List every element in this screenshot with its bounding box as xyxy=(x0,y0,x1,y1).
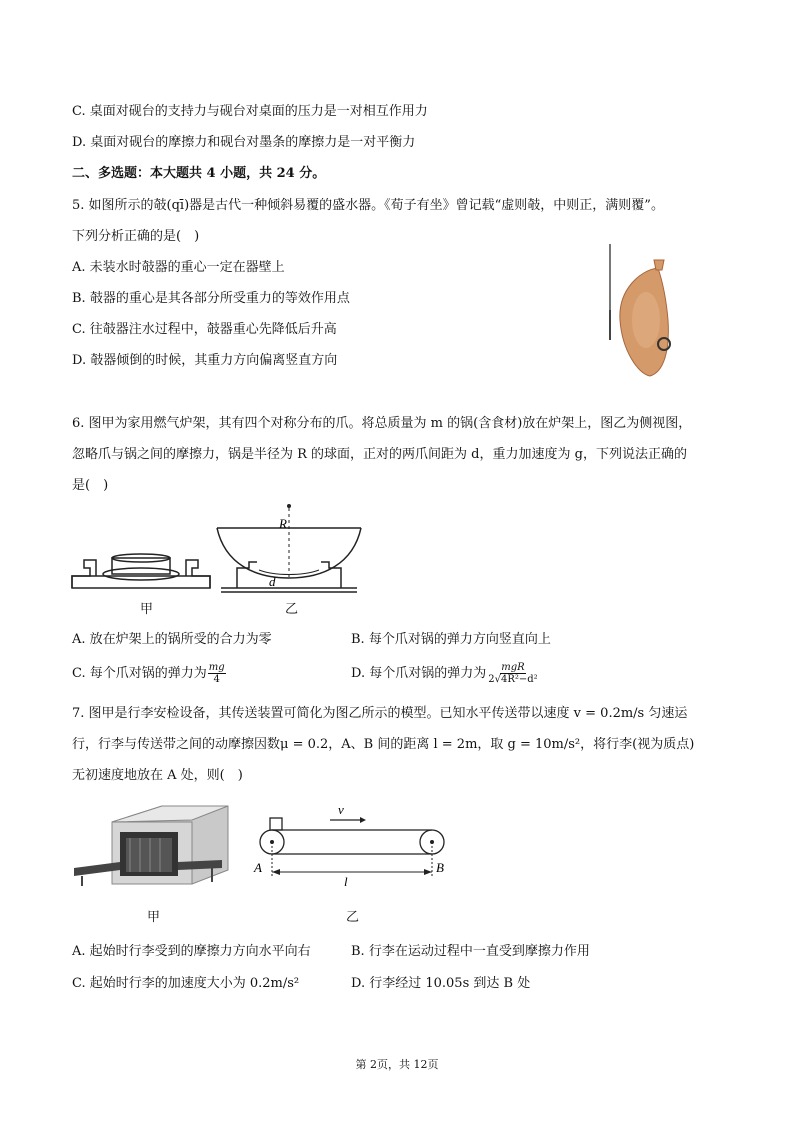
q6-option-d-text: D. 每个爪对锅的弹力为 xyxy=(351,666,487,681)
q7-option-c: C. 起始时行李的加速度大小为 0.2m/s² xyxy=(72,976,300,991)
q7-option-d: D. 行李经过 10.05s 到达 B 处 xyxy=(351,976,531,991)
q5-option-d: D. 攲器倾倒的时候，其重力方向偏离竖直方向 xyxy=(72,353,338,368)
q6-stem-line1: 6. 图甲为家用燃气炉架，其有四个对称分布的爪。将总质量为 m 的锅(含食材)放在炉架上，图乙为侧视图， xyxy=(72,416,692,431)
security-scanner-figure xyxy=(72,800,232,892)
q6-option-b: B. 每个爪对锅的弹力方向竖直向上 xyxy=(351,632,551,647)
q6-option-d-denominator: 2√4R²−d² xyxy=(488,674,538,685)
q4-option-c: C. 桌面对砚台的支持力与砚台对桌面的压力是一对相互作用力 xyxy=(72,104,428,119)
point-b-label: B xyxy=(436,860,444,875)
claw-distance-label: d xyxy=(269,574,276,589)
q6-option-d-numerator: mgR xyxy=(501,662,525,673)
q7-stem-line1: 7. 图甲是行李安检设备，其传送装置可简化为图乙所示的模型。已知水平传送带以速度 v = 0.2m/s 匀速运 xyxy=(72,706,688,721)
q6-stem-line2: 忽略爪与锅之间的摩擦力，锅是半径为 R 的球面，正对的两爪间距为 d，重力加速度为 g，下列说法正确的 xyxy=(72,447,687,462)
q6-option-c-numerator: mg xyxy=(208,662,225,673)
q7-figure-label-jia: 甲 xyxy=(147,910,161,925)
page-footer: 第 2页，共 12页 xyxy=(355,1058,439,1071)
pot-side-view-figure xyxy=(215,500,365,596)
q5-stem-line2: 下列分析正确的是( ) xyxy=(72,229,200,244)
q6-stem-line3: 是( ) xyxy=(72,478,109,493)
pot-radius-label: R xyxy=(279,516,287,531)
q5-option-b: B. 攲器的重心是其各部分所受重力的等效作用点 xyxy=(72,291,350,306)
q5-option-a: A. 未装水时攲器的重心一定在器壁上 xyxy=(72,260,285,275)
q7-option-a: A. 起始时行李受到的摩擦力方向水平向右 xyxy=(72,944,311,959)
q5-stem-line1: 5. 如图所示的攲(qī)器是古代一种倾斜易覆的盛水器。《荀子有坐》曾记载“虚则攲，中则正，满则覆”。 xyxy=(72,198,664,213)
stove-rack-figure xyxy=(70,540,212,596)
distance-l-label: l xyxy=(344,874,348,889)
q7-stem-line3: 无初速度地放在 A 处，则( ) xyxy=(72,768,243,783)
velocity-label: v xyxy=(338,802,344,817)
q6-option-c-fraction xyxy=(208,662,226,685)
q5-option-c: C. 往攲器注水过程中，攲器重心先降低后升高 xyxy=(72,322,337,337)
q4-option-d: D. 桌面对砚台的摩擦力和砚台对墨条的摩擦力是一对平衡力 xyxy=(72,135,416,150)
q6-option-d xyxy=(351,662,539,685)
q6-option-c-text: C. 每个爪对锅的弹力为 xyxy=(72,666,207,681)
q6-figure-label-jia: 甲 xyxy=(140,602,154,617)
qi-vessel-image xyxy=(598,240,678,380)
point-a-label: A xyxy=(254,860,262,875)
q6-option-a: A. 放在炉架上的锅所受的合力为零 xyxy=(72,632,272,647)
section-heading: 二、多选题：本大题共 4 小题，共 24 分。 xyxy=(72,166,326,181)
q6-option-c-denominator: 4 xyxy=(213,674,220,685)
conveyor-model-figure xyxy=(250,800,450,892)
q6-figure-label-yi: 乙 xyxy=(285,602,299,617)
q6-option-c xyxy=(72,662,226,685)
q7-option-b: B. 行李在运动过程中一直受到摩擦力作用 xyxy=(351,944,590,959)
q6-option-d-fraction xyxy=(487,662,538,685)
q7-figure-label-yi: 乙 xyxy=(346,910,360,925)
q7-stem-line2: 行，行李与传送带之间的动摩擦因数μ = 0.2，A、B 间的距离 l = 2m，取 g = 10m/s²，将行李(视为质点) xyxy=(72,737,695,752)
